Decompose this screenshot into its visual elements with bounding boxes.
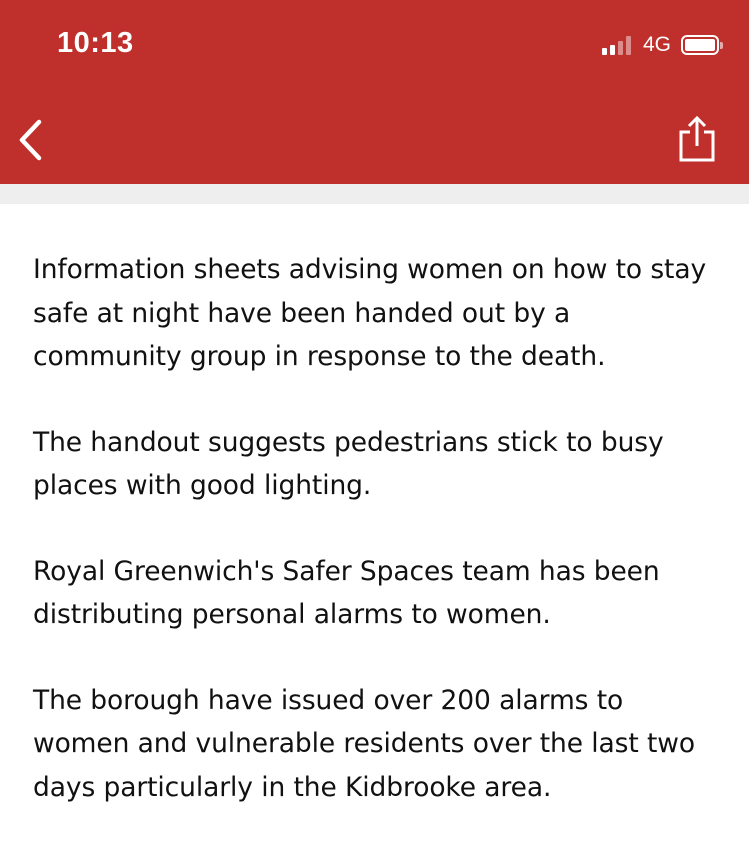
share-icon <box>677 113 717 165</box>
article-paragraph: Royal Greenwich's Safer Spaces team has been distributing personal alarms to women. <box>33 555 660 630</box>
share-button[interactable] <box>677 113 717 165</box>
status-indicators <box>602 32 719 58</box>
network-type: 4G <box>642 33 671 56</box>
header-separator <box>0 184 749 204</box>
article-paragraph: The handout suggests pedestrians stick to busy places with good lighting. <box>33 426 664 501</box>
status-time: 10:13 <box>57 27 134 59</box>
app-header <box>0 0 749 184</box>
cellular-signal-icon <box>602 35 634 55</box>
battery-icon <box>681 35 719 55</box>
article-paragraph: Information sheets advising women on how to stay safe at night have been handed out by a community group in response to the death. <box>33 254 707 372</box>
back-button[interactable] <box>12 115 52 165</box>
article-paragraph: The borough have issued over 200 alarms to women and vulnerable residents over the last two days particularly in the Kidbrooke area. <box>33 684 695 803</box>
chevron-left-icon <box>12 115 52 165</box>
article-body <box>33 248 723 851</box>
